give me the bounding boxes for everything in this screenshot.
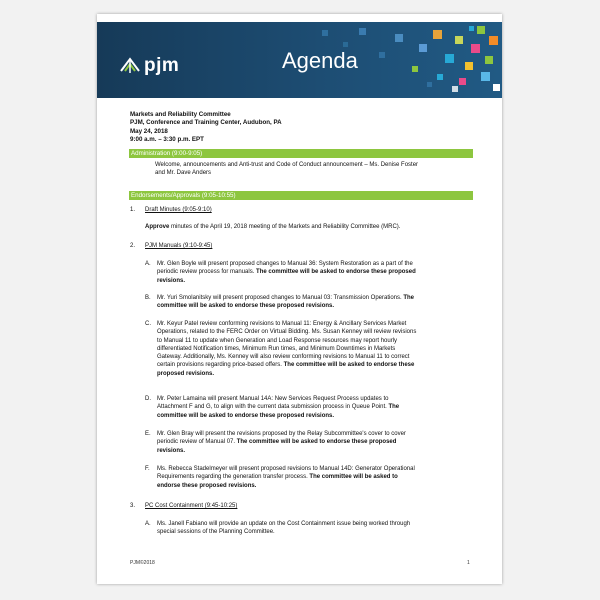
item-number: 1. (130, 207, 136, 213)
meeting-header (130, 111, 470, 144)
draft-minutes-title: Draft Minutes (9:05-9:10) (145, 207, 212, 213)
pjm-manuals-title: PJM Manuals (9:10-9:45) (145, 243, 213, 249)
meeting-time: 9:00 a.m. – 3:30 p.m. EPT (130, 135, 204, 143)
pjm-logo (119, 54, 179, 78)
manual-item: Mr. Glen Bray will present the revisions proposed by the Relay Subcommittee's cover to cover periodic review of Manual 07. The committee will be asked to endorse these proposed revisions. (157, 431, 406, 454)
manual-item: Mr. Glen Boyle will present proposed changes to Manual 36: System Restoration as a part of the periodic review process for manuals. The committee will be asked to endorse these proposed revisions. (157, 261, 416, 284)
agenda-banner (97, 22, 502, 98)
welcome-text: Welcome, announcements and Anti-trust and Code of Conduct announcement – Ms. Denise Foster and Mr. Dave Anders (155, 162, 419, 177)
committee-name: Markets and Reliability Committee (130, 111, 231, 118)
pjm-logo-icon (119, 57, 141, 75)
manual-item: Mr. Peter Lamaina will present Manual 14A: New Services Request Process updates to Attachment F and G, to align with the current data submission process in Queue Point. The committee will be asked to endorse these proposed revisions. (157, 396, 400, 419)
manual-item: Mr. Yuri Smolanitsky will present proposed changes to Manual 03: Transmission Operations. The committee will be asked to endorse these proposed revisions. (157, 295, 415, 310)
page-title: Agenda (282, 48, 358, 73)
meeting-location: PJM, Conference and Training Center, Audubon, PA (130, 119, 282, 127)
footer-doc-id: PJM©2018 (130, 560, 155, 566)
agenda-page: pjm Agenda Markets and Reliability Committee PJM, Conference and Training Center, Audubon, PA May 24, 2018 9:00 a.m. – 3:30 p.m. EPT Administration (9:00-9:05) Welcome, announcements and Anti-trust and Code of Conduct announcement – Ms. Denise Foster and Mr. Dave Anders Endorsements/Approvals (9:05-10:55) 1. Draft Minutes (9:05-9:10) Approve minutes of the April 19, 2018 meeting of the Markets and Reliability Committee (MRC). 2. PJM Manuals (9:10-9:45) A. Mr. Glen Boyle will present proposed changes to Manual 36: System Restoration as a part of the periodic review process for manuals. The committee will be asked to endorse these proposed revisions. B. Mr. Yuri Smolanitsky will present proposed changes to Manual 03: Transmission Operations. The committee will be asked to endorse these proposed revisions. C. Mr. Keyur Patel review conforming revisions to Manual 11: Energy & Ancillary Services Market Operations, related to the FERC Order on Virtual Bidding. Ms. Susan Kenney will review revisions to Manual 11 to update when Generation and Load Response resources may report hourly differentiated Notification times, Minimum Run times, and Minimum Downtimes in Markets Gateway. Additionally, Ms. Kenney will also review conforming revisions to Manual 11 to correct certain provisions regarding price-based offers. The committee will be asked to endorse these proposed revisions. D. Mr. Peter Lamaina will present Manual 14A: New Services Request Process updates to Attachment F and G, to align with the current data submission process in Queue Point. The committee will be asked to endorse these proposed revisions. E. Mr. Glen Bray will present the revisions proposed by the Relay Subcommittee's cover to cover periodic review of Manual 07. The committee will be asked to endorse these proposed revisions. F. Ms. Rebecca Stadelmeyer will present proposed revisions to Manual 14D: Generator Operational Requirements regarding the generation transfer process. The committee will be asked to endorse these proposed revisions. 3. PC Cost Containment (9:45-10:25) A. Ms. Janell Fabiano will provide an update on the Cost Containment issue being worked through special sessions of the Planning Committee. PJM©2018 1 (97, 14, 502, 584)
administration-heading: Administration (9:00-9:05) (129, 149, 473, 158)
manual-item: Mr. Keyur Patel review conforming revisions to Manual 11: Energy & Ancillary Services Market Operations, related to the FERC Order on Virtual Bidding. Ms. Susan Kenney will review revisions to Manual 11 to update when Generation and Load Response resources may report hourly differentiated Notification times, Minimum Run times, and Minimum Downtimes in Markets Gateway. Additionally, Ms. Kenney will also review conforming revisions to Manual 11 to correct certain provisions regarding price-based offers. The committee will be asked to endorse these proposed revisions. (157, 321, 417, 377)
endorsements-heading: Endorsements/Approvals (9:05-10:55) (129, 191, 473, 200)
manual-item: Ms. Rebecca Stadelmeyer will present proposed revisions to Manual 14D: Generator Operational Requirements regarding the generation transfer process. The committee will be asked to endorse these proposed revisions. (157, 466, 415, 489)
approve-minutes-text: Approve minutes of the April 19, 2018 meeting of the Markets and Reliability Committee (MRC). (145, 224, 401, 230)
cost-containment-item: Ms. Janell Fabiano will provide an update on the Cost Containment issue being worked through special sessions of the Planning Committee. (157, 521, 411, 536)
meeting-date: May 24, 2018 (130, 127, 168, 135)
footer-page-number: 1 (467, 560, 470, 566)
item-number: 2. (130, 243, 136, 249)
item-number: 3. (130, 503, 136, 509)
logo-text: pjm (144, 55, 180, 76)
cost-containment-title: PC Cost Containment (9:45-10:25) (145, 503, 238, 509)
